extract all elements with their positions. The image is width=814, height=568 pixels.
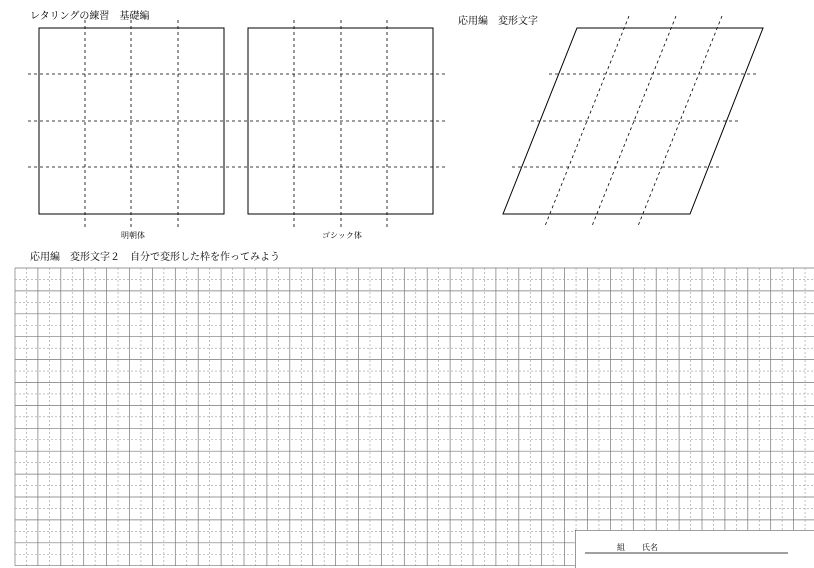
mincho-label: 明朝体 [121, 231, 145, 240]
student-name-label: 氏名 [642, 543, 658, 552]
gothic-label: ゴシック体 [322, 231, 362, 240]
basic-section-title: レタリングの練習 基礎編 [30, 11, 150, 22]
name-field-area [575, 530, 814, 568]
class-label: 組 [617, 543, 625, 552]
applied-section-title: 応用編 変形文字 [458, 16, 538, 27]
applied2-section-title: 応用編 変形文字２ 自分で変形した枠を作ってみよう [30, 252, 280, 263]
